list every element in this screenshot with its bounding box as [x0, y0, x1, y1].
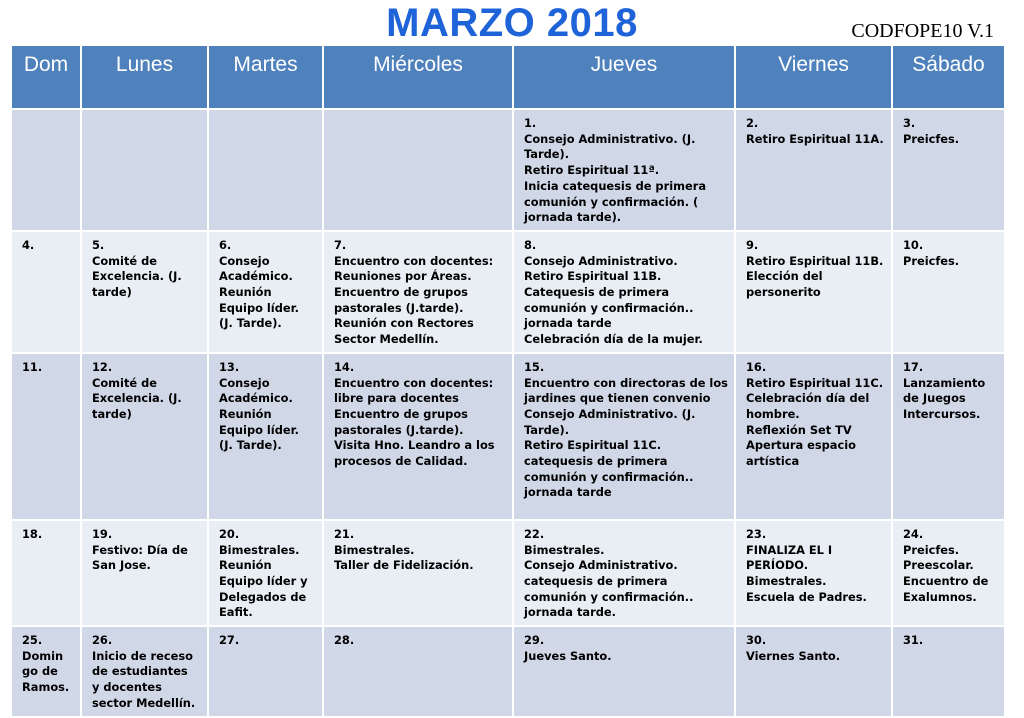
day-cell [208, 626, 323, 717]
day-cell [323, 109, 513, 231]
day-number: 29. [524, 633, 545, 648]
day-number: 26. [92, 633, 113, 648]
day-cell [735, 520, 892, 626]
day-number: 1. [524, 116, 537, 130]
day-number: 30. [746, 633, 767, 648]
day-number: 10. [903, 237, 924, 252]
event-text: Elección del personerito [746, 269, 823, 300]
day-cell [208, 231, 323, 353]
event-text: Reunión Equipo líder. (J. Tarde). [219, 406, 299, 453]
day-number: 5. [92, 237, 105, 252]
event-text: Catequesis de primera comunión y confirmación.. jornada tarde [524, 285, 694, 331]
event-text: Retiro Espiritual 11B. [524, 269, 662, 284]
day-number: 28. [334, 633, 355, 648]
event-text: Retiro Espiritual 11C. [524, 438, 662, 453]
day-cell [11, 626, 81, 717]
day-number: 7. [334, 237, 347, 252]
weekday-header: Jueves [513, 45, 735, 109]
event-text: catequesis de primera comunión y confirmación.. jornada tarde [524, 454, 694, 500]
event-text: Preicfes. [903, 542, 960, 557]
event-text: Inicio de receso de estudiantes [92, 648, 193, 679]
day-number: 8. [524, 237, 537, 252]
weekday-header: Sábado [892, 45, 1005, 109]
event-text: catequesis de primera comunión y confirmación.. jornada tarde. [524, 573, 694, 620]
day-number: 9. [746, 237, 759, 252]
day-number: 31. [903, 633, 924, 648]
day-cell [735, 109, 892, 231]
day-cell [323, 353, 513, 520]
event-text: Consejo Administrativo. (J. Tarde). [524, 131, 696, 162]
day-cell [81, 109, 208, 231]
event-text: Reflexión Set TV [746, 422, 852, 437]
event-text: Encuentro de grupos pastorales (J.tarde). [334, 285, 468, 315]
weekday-header-row [11, 45, 1005, 109]
day-number: 21. [334, 526, 355, 541]
day-cell [892, 353, 1005, 520]
event-text: Viernes Santo. [746, 648, 841, 663]
event-text: Lanzamiento de Juegos Intercursos. [903, 375, 986, 421]
day-cell [11, 231, 81, 353]
calendar-table [10, 44, 1006, 718]
event-text: Visita Hno. Leandro a los procesos de Calidad. [334, 438, 495, 469]
day-cell [513, 626, 735, 717]
weekday-header: Dom [11, 45, 81, 109]
event-text: Preescolar. [903, 558, 974, 573]
day-cell [323, 231, 513, 353]
day-number: 19. [92, 526, 113, 541]
day-cell [81, 626, 208, 717]
day-cell [735, 353, 892, 520]
event-text: Encuentro con directoras de los jardines que tienen convenio [524, 375, 728, 406]
day-number: 15. [524, 359, 545, 374]
day-number: 4. [22, 237, 35, 252]
event-text: Escuela de Padres. [746, 589, 867, 604]
day-cell [208, 520, 323, 626]
event-text: Bimestrales. [219, 542, 300, 557]
event-text: Encuentro con docentes: libre para docentes [334, 375, 494, 406]
week-row [11, 231, 1005, 353]
event-text: Retiro Espiritual 11ª. [524, 163, 660, 178]
day-cell [11, 109, 81, 231]
day-number: 14. [334, 359, 355, 374]
day-number: 17. [903, 359, 924, 374]
event-text: Inicia catequesis de primera comunión y confirmación. ( jornada tarde). [524, 178, 707, 225]
event-text: Reunión con Rectores Sector Medellín. [334, 316, 474, 347]
event-text: Consejo Administrativo. [524, 558, 678, 573]
event-text: Reunión Equipo líder. (J. Tarde). [219, 285, 299, 331]
event-text: Preicfes. [903, 253, 960, 268]
day-number: 27. [219, 633, 240, 648]
event-text: Celebración día de la mujer. [524, 332, 703, 347]
weekday-header: Martes [208, 45, 323, 109]
day-number: 3. [903, 116, 916, 130]
day-cell [892, 231, 1005, 353]
event-text: Festivo: Día de San Jose. [92, 542, 188, 573]
event-text: Consejo Administrativo. [524, 253, 678, 268]
weekday-header: Lunes [81, 45, 208, 109]
event-text: Encuentro de Exalumnos. [903, 573, 989, 604]
day-number: 23. [746, 526, 767, 541]
event-text: Bimestrales. [334, 542, 415, 557]
event-text: Encuentro de grupos pastorales (J.tarde). [334, 406, 468, 437]
event-text: Consejo Administrativo. (J. Tarde). [524, 406, 696, 437]
event-text: Bimestrales. [746, 573, 827, 588]
day-cell [208, 109, 323, 231]
day-cell [81, 353, 208, 520]
event-text: Retiro Espiritual 11A. [746, 131, 884, 146]
day-cell [735, 626, 892, 717]
day-cell [208, 353, 323, 520]
event-text: Comité de Excelencia. (J. tarde) [92, 253, 182, 300]
day-number: 2. [746, 116, 759, 130]
event-text: Bimestrales. [524, 542, 605, 557]
day-cell [513, 231, 735, 353]
day-cell [892, 109, 1005, 231]
day-number: 20. [219, 526, 240, 541]
day-number: 12. [92, 359, 113, 374]
week-row [11, 520, 1005, 626]
week-row [11, 353, 1005, 520]
document-code: CODFOPE10 V.1 [851, 20, 994, 42]
day-cell [513, 109, 735, 231]
event-text: Retiro Espiritual 11B. [746, 253, 884, 268]
event-text: Comité de Excelencia. (J. tarde) [92, 375, 182, 421]
day-number: 11. [22, 359, 43, 374]
event-text: Jueves Santo. [524, 648, 612, 663]
day-number: 18. [22, 526, 43, 541]
day-number: 13. [219, 359, 240, 374]
event-text: Taller de Fidelización. [334, 558, 474, 573]
page-title: MARZO 2018 [386, 1, 638, 45]
event-text: Celebración día del hombre. [746, 391, 870, 421]
event-text: Retiro Espiritual 11C. [746, 375, 884, 390]
weekday-header: Miércoles [323, 45, 513, 109]
event-text: FINALIZA EL I PERÍODO. [746, 542, 833, 573]
event-text: Domin go de Ramos. [22, 648, 70, 695]
event-text: Reunión Equipo líder y Delegados de Eafit. [219, 558, 308, 620]
day-cell [323, 626, 513, 717]
weekday-header: Viernes [735, 45, 892, 109]
week-row [11, 109, 1005, 231]
day-cell [513, 353, 735, 520]
day-cell [11, 520, 81, 626]
day-number: 6. [219, 237, 232, 252]
event-text: Apertura espacio artística [746, 438, 856, 469]
day-cell [323, 520, 513, 626]
event-text: y docentes sector Medellín. [92, 680, 196, 710]
day-cell [513, 520, 735, 626]
day-cell [11, 353, 81, 520]
day-cell [81, 520, 208, 626]
day-number: 24. [903, 526, 924, 541]
day-cell [892, 520, 1005, 626]
day-number: 16. [746, 359, 767, 374]
week-row [11, 626, 1005, 717]
event-text: Consejo Académico. [219, 375, 293, 406]
day-number: 25. [22, 633, 43, 648]
day-cell [892, 626, 1005, 717]
event-text: Consejo Académico. [219, 253, 293, 284]
day-number: 22. [524, 526, 545, 541]
event-text: Preicfes. [903, 131, 960, 146]
day-cell [735, 231, 892, 353]
event-text: Encuentro con docentes: Reuniones por Áreas. [334, 253, 494, 284]
day-cell [81, 231, 208, 353]
